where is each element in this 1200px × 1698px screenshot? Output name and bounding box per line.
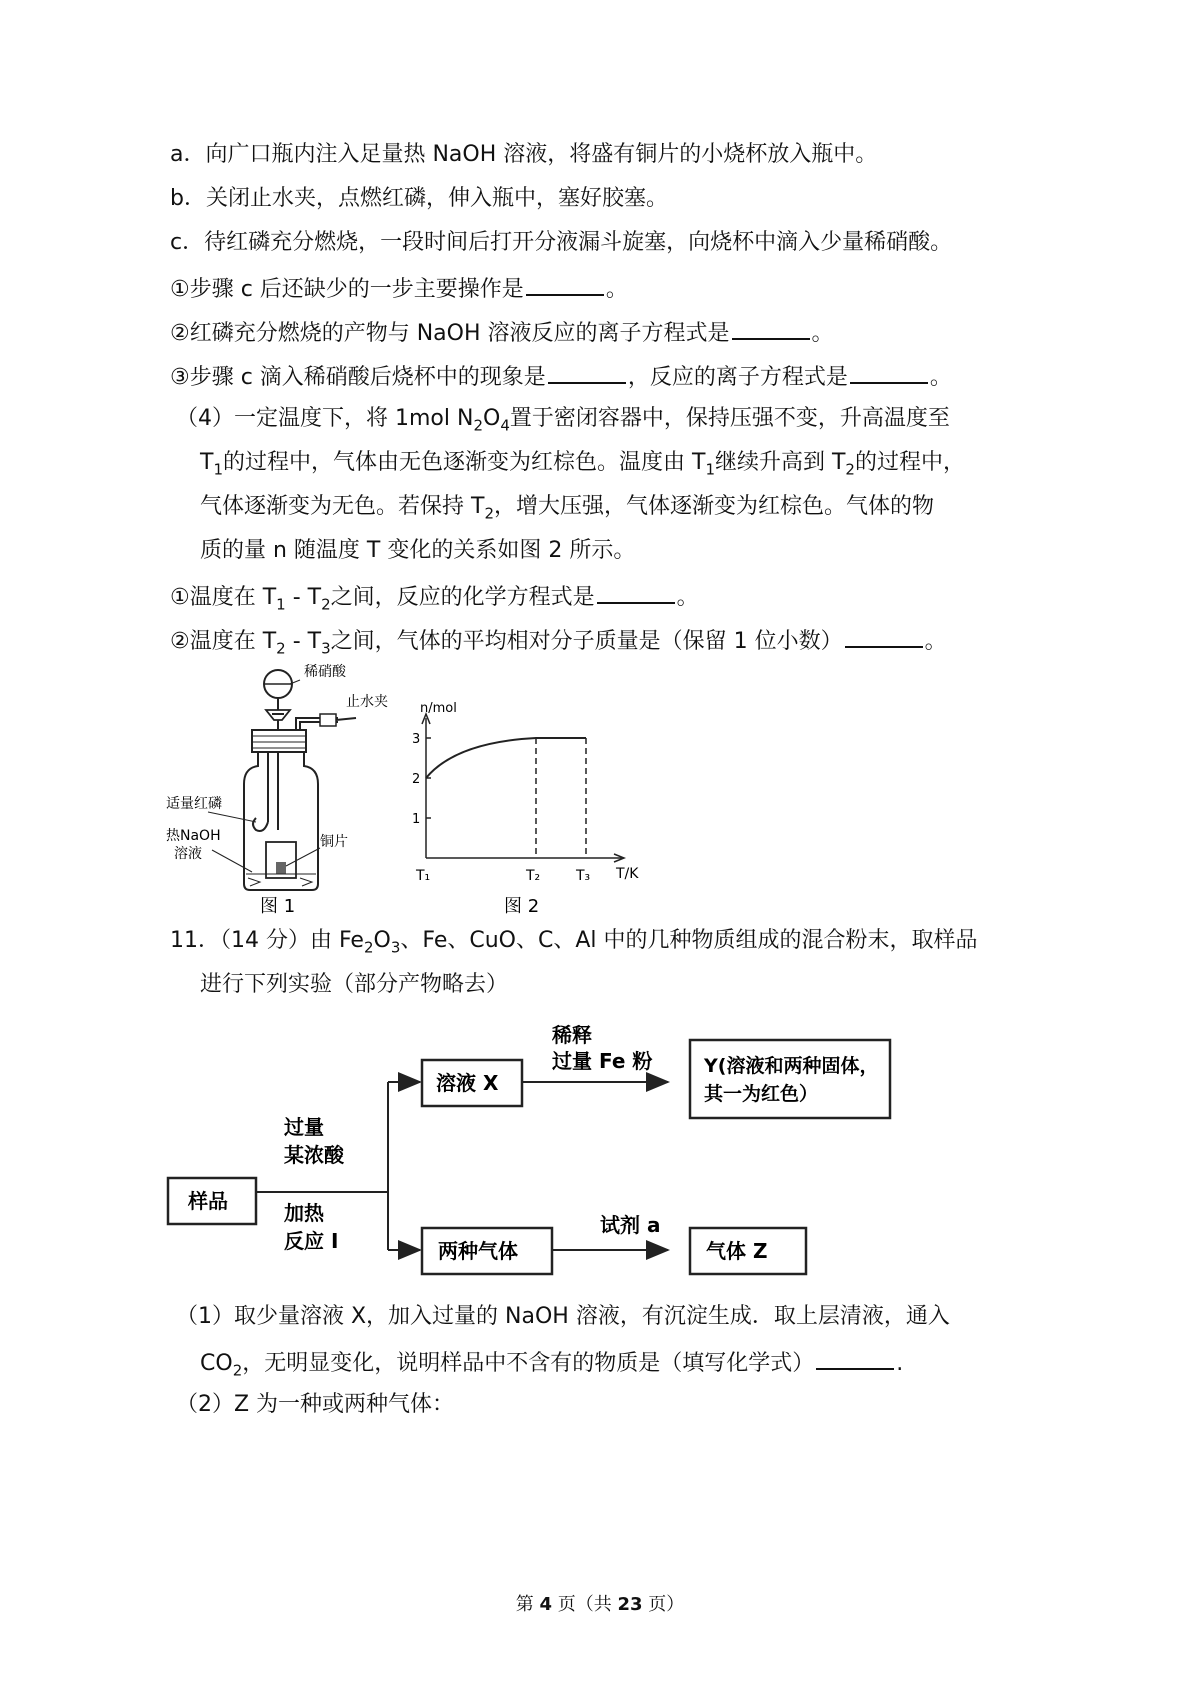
apparatus-diagram [160,662,410,922]
q11-line-2: 进行下列实验（部分产物略去） [200,972,509,997]
gas-z-label: 气体 Z [706,1239,768,1263]
text: ②温度在 T [170,629,277,654]
text: 的过程中， [854,450,965,475]
subscript: 2 [845,460,855,479]
q4-line-3 [200,492,934,522]
y-label-1: Y(溶液和两种固体， [704,1055,879,1077]
text: T [200,450,214,475]
subscript: 1 [276,595,286,614]
q4-line-2 [200,448,965,478]
question-number: （4） [176,406,234,431]
question-3-2 [170,316,834,349]
subscript: 2 [484,504,494,523]
subscript: 2 [363,938,374,957]
footer-text: 第 [515,1594,540,1615]
q11-part-1-line-2 [200,1346,903,1379]
y-tick-label: 1 [412,812,421,827]
text: ，无明显变化，说明样品中不含有的物质是（填写化学式） [242,1351,815,1376]
label-clamp: 止水夹 [346,694,388,710]
text: - T [285,629,322,654]
answer-blank [732,316,810,340]
y-tick-label: 2 [412,772,421,787]
question-text: ，反应的离子方程式是 [627,365,848,390]
text: ，增大压强，气体逐渐变为红棕色。气体的物 [493,494,934,519]
q11-part-1-line-1: （1）取少量溶液 X，加入过量的 NaOH 溶液，有沉淀生成．取上层清液，通入 [176,1304,950,1329]
answer-blank [845,624,923,648]
two-gases-label: 两种气体 [438,1239,518,1263]
subscript: 3 [321,639,331,658]
q4-line-1 [176,404,950,434]
text: - T [285,585,322,610]
step-a: a．向广口瓶内注入足量热 NaOH 溶液，将盛有铜片的小烧杯放入瓶中。 [170,142,878,167]
step-b: b．关闭止水夹，点燃红磷，伸入瓶中，塞好胶塞。 [170,186,668,211]
text: 之间，气体的平均相对分子质量是（保留 1 位小数） [330,629,843,654]
text: 11．（14 分）由 Fe [170,928,364,953]
dilute-label-2: 过量 Fe 粉 [552,1049,653,1073]
footer-text: 页） [642,1594,685,1615]
x-axis-label: T/K [616,866,639,882]
q4-sub-1 [170,580,699,613]
x-tick-label: T₁ [416,868,431,884]
text: O [373,928,391,953]
text: 气体逐渐变为无色。若保持 T [200,494,485,519]
flowchart [160,1010,920,1294]
box-y [690,1040,890,1118]
text: O [483,406,501,431]
answer-blank [526,272,604,296]
figure-1 [160,662,410,926]
sample-label: 样品 [188,1189,228,1213]
punct: 。 [676,585,699,610]
acid-label-1: 过量 [284,1115,324,1139]
flowchart-diagram [160,1010,920,1290]
clamp-icon [320,714,336,726]
subscript: 2 [276,639,286,658]
dilute-label-1: 稀释 [552,1023,592,1047]
x-tick-label: T₃ [576,868,591,884]
text: 继续升高到 T [714,450,846,475]
heat-label-2: 反应 I [284,1229,339,1253]
subscript: 4 [500,416,510,435]
step-c: c．待红磷充分燃烧，一段时间后打开分液漏斗旋塞，向烧杯中滴入少量稀硝酸。 [170,230,953,255]
answer-blank [548,360,626,384]
answer-blank [850,360,928,384]
q11-part-2: （2）Z 为一种或两种气体： [176,1392,455,1417]
y-tick-label: 3 [412,732,421,747]
figure-1-caption: 图 1 [260,896,296,917]
solution-x-label: 溶液 X [436,1071,499,1095]
punct: 。 [924,629,947,654]
total-pages: 23 [617,1594,643,1615]
q4-line-4: 质的量 n 随温度 T 变化的关系如图 2 所示。 [200,538,636,563]
acid-label-2: 某浓酸 [284,1143,344,1167]
subscript: 1 [213,460,223,479]
page-footer [0,1590,1200,1616]
text: 之间，反应的化学方程式是 [330,585,595,610]
n-vs-temperature-chart [410,690,650,922]
question-text: ②红磷充分燃烧的产物与 NaOH 溶液反应的离子方程式是 [170,321,730,346]
footer-text: 页（共 [552,1594,618,1615]
subscript: 2 [321,595,331,614]
text: 置于密闭容器中，保持压强不变，升高温度至 [509,406,950,431]
text: 、Fe、CuO、C、Al 中的几种物质组成的混合粉末，取样品 [400,928,978,953]
q11-header [170,926,978,956]
text: CO [200,1351,233,1376]
answer-blank [597,580,675,604]
y-label-2: 其一为红色） [704,1083,819,1105]
heat-label-1: 加热 [284,1201,324,1225]
series-line [426,738,586,778]
text: 的过程中，气体由无色逐渐变为红棕色。温度由 T [223,450,706,475]
question-3-1 [170,272,628,305]
question-text: ①步骤 c 后还缺少的一步主要操作是 [170,277,524,302]
x-tick-label: T₂ [526,868,541,884]
copper-piece [276,862,286,874]
figure-2-caption: 图 2 [504,896,540,917]
label-copper: 铜片 [320,834,348,850]
punct: 。 [811,321,834,346]
stopper [252,730,306,752]
page-number: 4 [539,1594,552,1615]
q4-sub-2 [170,624,947,657]
label-red-phosphorus: 适量红磷 [166,796,222,812]
answer-blank [816,1346,894,1370]
punct: . [896,1351,904,1376]
label-dilute-nitric-acid: 稀硝酸 [304,664,346,680]
subscript: 3 [390,938,401,957]
subscript: 1 [705,460,715,479]
subscript: 2 [473,416,483,435]
figure-2 [410,690,650,926]
label-solution: 溶液 [174,846,202,862]
label-hot-naoh: 热NaOH [166,828,221,844]
punct: 。 [605,277,628,302]
subscript: 2 [232,1361,243,1380]
text: ①温度在 T [170,585,277,610]
text: 一定温度下，将 1mol N [234,406,474,431]
question-text: ③步骤 c 滴入稀硝酸后烧杯中的现象是 [170,365,546,390]
y-axis-label: n/mol [420,701,457,716]
question-3-3 [170,360,952,393]
reagent-a-label: 试剂 a [600,1213,661,1237]
punct: 。 [929,365,952,390]
